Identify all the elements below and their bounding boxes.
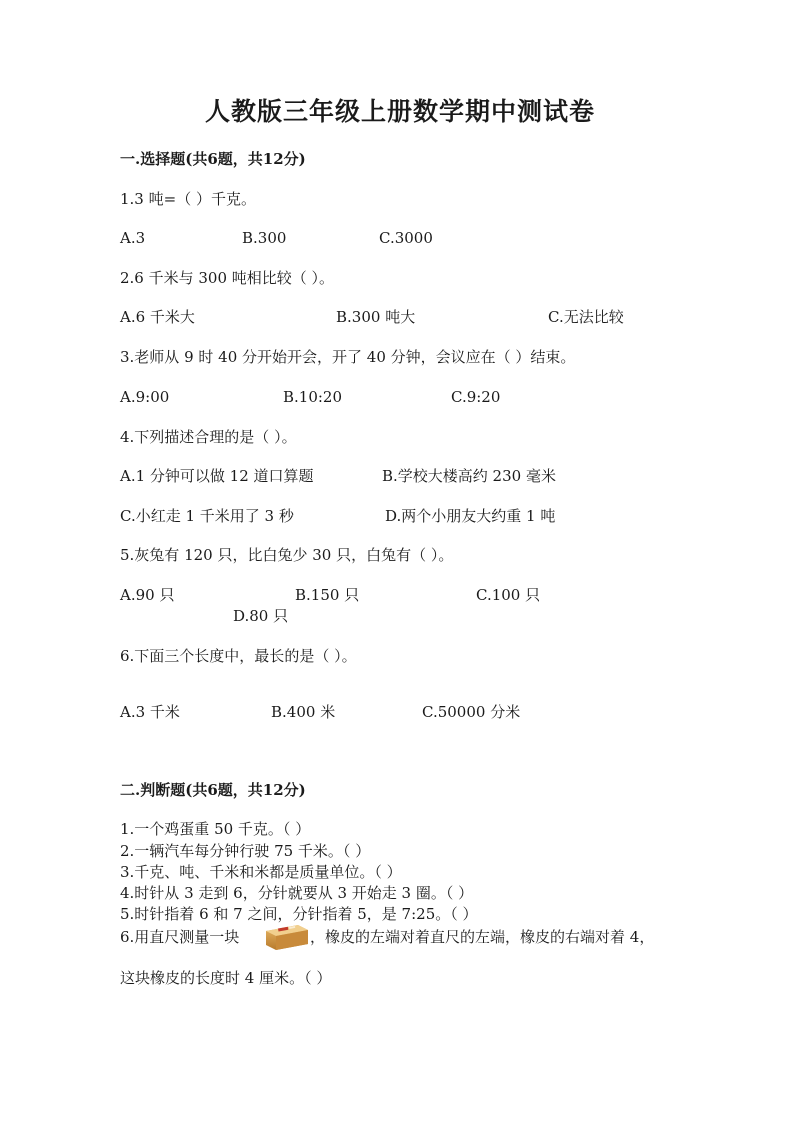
q6-option-b: B.400 米 <box>271 703 336 721</box>
judge-item-6-rest: ，橡皮的左端对着直尺的左端，橡皮的右端对着 4， <box>310 928 655 946</box>
q4-option-c: C.小红走 1 千米用了 3 秒 <box>120 507 294 525</box>
section-2-heading: 二.判断题(共6题，共12分) <box>120 781 306 799</box>
q1-option-c: C.3000 <box>379 229 433 247</box>
q6-stem: 6.下面三个长度中，最长的是（ ）。 <box>120 647 357 665</box>
judge-item-6-line-2: 这块橡皮的长度时 4 厘米。（ ） <box>120 969 332 987</box>
q1-option-b: B.300 <box>242 229 287 247</box>
q3-option-b: B.10:20 <box>283 388 343 406</box>
q2-option-b: B.300 吨大 <box>336 308 416 326</box>
q4-option-a: A.1 分钟可以做 12 道口算题 <box>120 467 314 485</box>
q4-option-b: B.学校大楼高约 230 毫米 <box>382 467 556 485</box>
q5-option-c: C.100 只 <box>476 586 541 604</box>
q4-stem: 4.下列描述合理的是（ ）。 <box>120 428 297 446</box>
judge-item-5: 5.时针指着 6 和 7 之间，分针指着 5，是 7:25。（ ） <box>120 905 478 923</box>
judge-item-1: 1.一个鸡蛋重 50 千克。（ ） <box>120 820 311 838</box>
q4-option-d: D.两个小朋友大约重 1 吨 <box>385 507 556 525</box>
eraser-image <box>262 922 310 952</box>
q3-option-a: A.9:00 <box>120 388 170 406</box>
q2-stem: 2.6 千米与 300 吨相比较（ ）。 <box>120 269 335 287</box>
q5-option-a: A.90 只 <box>120 586 175 604</box>
q3-option-c: C.9:20 <box>451 388 501 406</box>
judge-item-2: 2.一辆汽车每分钟行驶 75 千米。（ ） <box>120 842 371 860</box>
q6-option-a: A.3 千米 <box>120 703 180 721</box>
q2-option-c: C.无法比较 <box>548 308 624 326</box>
q5-option-d: D.80 只 <box>233 607 289 625</box>
section-1-heading: 一.选择题(共6题，共12分) <box>120 150 306 168</box>
q5-stem: 5.灰兔有 120 只，比白兔少 30 只，白兔有（ ）。 <box>120 546 454 564</box>
q1-stem: 1.3 吨=（ ）千克。 <box>120 190 256 208</box>
q3-stem: 3.老师从 9 时 40 分开始开会，开了 40 分钟，会议应在（ ）结束。 <box>120 348 576 366</box>
q2-option-a: A.6 千米大 <box>120 308 195 326</box>
page-title: 人教版三年级上册数学期中测试卷 <box>204 97 595 126</box>
judge-item-6-start: 6.用直尺测量一块 <box>120 928 240 946</box>
judge-item-3: 3.千克、吨、千米和米都是质量单位。（ ） <box>120 863 402 881</box>
judge-item-4: 4.时针从 3 走到 6，分针就要从 3 开始走 3 圈。（ ） <box>120 884 474 902</box>
q1-option-a: A.3 <box>120 229 146 247</box>
q6-option-c: C.50000 分米 <box>422 703 521 721</box>
q5-option-b: B.150 只 <box>295 586 360 604</box>
